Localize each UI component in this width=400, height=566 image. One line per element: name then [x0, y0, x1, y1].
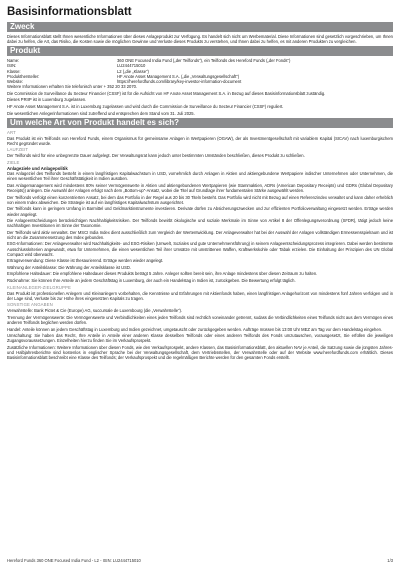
sonstige-paragraph: Umschaltung: Sie haben das Recht, Ihre Anteile in Anteile einer anderen Klasse desselben Teilfonds oder eines anderen Teilfonds des Fonds umzutauschen, vorausgesetzt, Sie erfüllen die jeweiligen Zugangsvoraussetzungen. Einzelheiten hierzu finden Sie im Verkaufsprospekt. [7, 333, 393, 344]
ziele-paragraph: ESG-Informationen: Der Anlageverwalter wird Nachhaltigkeits- und ESG-Risiken (Umwelt, Soziales und gute Unternehmensführung) in seinem Anlageentscheidungsprozess integrieren. Dabei werden bestimmte Ausschlusskriterien angewandt, etwa für Unternehmen, die einen wesentlichen Teil ihrer Umsätze mit umstrittenen Waffen, Kraftwerkskohle oder Tabak erzielen. Die Einhaltung der Prinzipien des UN Global Compact wird überwacht. [7, 241, 393, 257]
row-value: 360 ONE Focused India Fund („der Teilfonds"), ein Teilfonds des Hereford Funds („der Fonds") [117, 58, 291, 64]
product-details [7, 58, 393, 84]
subheading-ziele: ZIELE [7, 159, 20, 165]
subheading-art: ART [7, 129, 16, 135]
waehrung-text: Währung der Anteilsklasse: Die Währung der Anteilsklasse ist USD. [7, 264, 132, 270]
sonstige-paragraph: Handel: Anteile können an jedem Geschäftstag in Luxemburg und Indien gezeichnet, umgetauscht oder zurückgegeben werden. Aufträge müssen bis 13:00 Uhr MEZ am Tag vor dem Handelstag eingehen. [7, 326, 383, 332]
ziele-paragraph: Der Teilfonds wird aktiv verwaltet. Der MSCI India Index dient ausschließlich zum Vergleich der Wertentwicklung. Der Anlageverwalter hat bei der Auswahl der Anlagen vollständigen Ermessensspielraum und ist nicht an die Zusammensetzung des Index gebunden. [7, 229, 393, 240]
ruecknahme-text: Rücknahme: Sie können Ihre Anteile an jedem Geschäftstag in Luxemburg, der auch ein Handelstag in Indien ist, zurückgeben. Die Bewertung erfolgt täglich. [7, 278, 296, 284]
produkt-regulation: HF Anote Asset Management S.A. ist in Luxemburg zugelassen und wird durch die Commission de Surveillance du Secteur Financier (CSSF) reguliert. [7, 103, 284, 109]
ziele-paragraph: Das Anlagemanagement wird mindestens 80% seiner Vermögenswerte in Aktien und aktiengebundenen Wertpapieren (wie Stammaktien, ADRs (American Depositary Receipts) und GDRs (Global Depositary Receipts)) anlegen. Die Auswahl der Anlagen erfolgt nach dem „Bottom-up"-Ansatz, wobei die Titel auf Grundlage ihrer fundamentalen Stärke ausgewählt werden. [7, 183, 393, 194]
sonstige-paragraph: Verwahrstelle: Bank Pictet & Cie (Europe) AG, succursale de Luxembourg (die „Verwahrstelle"). [7, 308, 182, 314]
section-bar-art: Um welche Art von Produkt handelt es sich? [7, 118, 393, 128]
row-value: L2 („die „Klasse") [117, 68, 149, 74]
page-number: 1/3 [387, 558, 393, 563]
sonstige-paragraph: Trennung der Vermögenswerte: Die Vermögenswerte und Verbindlichkeiten eines jeden Teilfonds sind rechtlich voneinander getrennt, sodass die Verbindlichkeiten eines Teilfonds nicht aus dem Vermögen eines anderen Teilfonds beglichen werden dürfen. [7, 314, 393, 326]
ziele-paragraph: Das Anlageziel des Teilfonds besteht in einem langfristigen Kapitalwachstum in USD, vornehmlich durch Anlagen in Aktien und aktiengebundene Wertpapiere indischer Unternehmen oder Unternehmen, die einen wesentlichen Teil ihrer Geschäftstätigkeit in Indien ausüben. [7, 171, 393, 182]
row-key: Website: [7, 79, 24, 84]
ertragsverwendung-text: Ertragsverwendung: Diese Klasse ist thesaurierend. Erträge werden wieder angelegt. [7, 258, 164, 264]
ziele-paragraph: Die Anlageentscheidungen berücksichtigen Nachhaltigkeitsrisiken. Der Teilfonds bewirbt ökologische und soziale Merkmale im Sinne von Artikel 8 der Offenlegungsverordnung (SFDR), tätigt jedoch keine nachhaltigen Investitionen im Sinne der Taxonomie. [7, 218, 393, 229]
row-value: LU2444715010 [117, 63, 146, 69]
subheading-sonstige: SONSTIGE ANGABEN [7, 302, 53, 308]
website-link[interactable]: https://herefordfunds.com/library/key-investor-information-document [117, 79, 242, 84]
row-key: Produkthersteller: [7, 73, 40, 79]
ziele-paragraph: Der Teilfonds verfolgt einen konzentrierten Ansatz, bei dem das Portfolio in der Regel aus 20 bis 30 Titeln besteht. Das Portfolio wird nicht mit Bezug auf einen Referenzindex verwaltet und kann daher erheblich von einem Index abweichen. Die Strategie ist auf ein langfristiges Kapitalwachstum ausgerichtet. [7, 194, 393, 205]
sonstige-paragraph: Zusätzliche Informationen: Weitere Informationen über diesen Fonds, wie den Verkaufsprospekt, andere Klassen, das Basisinformationsblatt, den aktuellen NAV je Anteil, die Satzung sowie die jüngsten Jahres- und Halbjahresberichte sind kostenlos in englischer Sprache bei der Verwaltungsgesellschaft, dem Vertriebsstellen, der Verwahrstelle oder auf der Website www.herefordfunds.com erhältlich. Dieses Basisinformationsblatt beschreibt eine Klasse des Teilfonds; der Verkaufsprospekt und die regelmäßigen Berichte werden für den gesamten Fonds erstellt. [7, 344, 393, 361]
row-key: ISIN: [7, 63, 17, 69]
ziele-paragraph: Der Teilfonds kann in geringem Umfang in Barmittel und Geldmarktinstrumente investieren. Derivate dürfen zu Absicherungszwecken und zur effizienten Portfolioverwaltung eingesetzt werden. Erträge werden wieder angelegt. [7, 206, 393, 217]
zweck-text: Dieses Informationsblatt stellt Ihnen wesentliche Informationen über dieses Anlageprodukt zur Verfügung. Es handelt sich nicht um Werbematerial. Diese Informationen sind gesetzlich vorgeschrieben, um Ihnen dabei zu helfen, die Art, das Risiko, die Kosten sowie die möglichen Gewinne und Verluste dieses Produkts zu verstehen, und Ihnen dabei zu helfen, es mit anderen Produkten zu vergleichen. [7, 34, 393, 45]
footer-document-id: Hereford Funds 360 ONE Focused India Fund - L2 - ISIN: LU2444715010 [7, 558, 141, 563]
page-footer [7, 558, 393, 563]
row-key: Name: [7, 58, 20, 64]
produkt-cssf: Die Commission de Surveillance du Secteur Financier (CSSF) ist für die Aufsicht von HF Anote Asset Management S.A. in Bezug auf dieses Basisinformationsblatt zuständig. [7, 90, 326, 96]
produkt-date: Die wesentlichen Anlegerinformationen sind zutreffend und entsprechen dem Stand vom 31. Juli 2025. [7, 110, 195, 116]
subheading-laufzeit: LAUFZEIT [7, 147, 29, 153]
row-value: HF Anote Asset Management S.A. („die „Verwaltungsgesellschaft") [117, 73, 240, 79]
haltedauer-text: Empfohlene Haltedauer: Die empfohlene Haltedauer dieses Produkts beträgt 5 Jahre. Anleger sollten bereit sein, ihre Anlage mindestens über diesen Zeitraum zu halten. [7, 271, 318, 277]
ziele-heading: Anlageziele und Anlagepolitik [7, 165, 68, 171]
produkt-priip: Dieses PRIIP ist in Luxemburg zugelassen. [7, 97, 87, 103]
section-bar-produkt: Produkt [7, 46, 393, 56]
produkt-contact: Weitere Informationen erhalten Sie telefonisch unter + 352 20 33 2070. [7, 84, 138, 90]
art-text: Das Produkt ist ein Teilfonds von Hereford Funds, einem Organismus für gemeinsame Anlagen in Wertpapieren (OGAW), der als Investmentgesellschaft mit variablem Kapital (SICAV) nach luxemburgischem Recht gegründet wurde. [7, 135, 393, 146]
row-key: Klasse: [7, 68, 21, 74]
document-title: Basisinformationsblatt [7, 6, 132, 18]
kleinanleger-text: Das Produkt ist professionellen Anlegern und Kleinanlegern vorbehalten, die Kenntnisse und Erfahrungen mit Aktienfonds haben, einen langfristigen Anlagehorizont von mindestens fünf Jahren verfolgen und in der Lage sind, Verluste bis zur Höhe ihres eingesetzten Kapitals zu tragen. [7, 290, 393, 301]
section-bar-zweck: Zweck [7, 22, 393, 32]
laufzeit-text: Der Teilfonds wird für eine unbegrenzte Dauer aufgelegt. Der Verwaltungsrat kann jedoch unter bestimmten Umständen beschließen, dieses Produkt zu schließen. [7, 153, 305, 159]
subheading-kleinanleger: KLEINANLEGER-ZIELGRUPPE [7, 284, 71, 290]
